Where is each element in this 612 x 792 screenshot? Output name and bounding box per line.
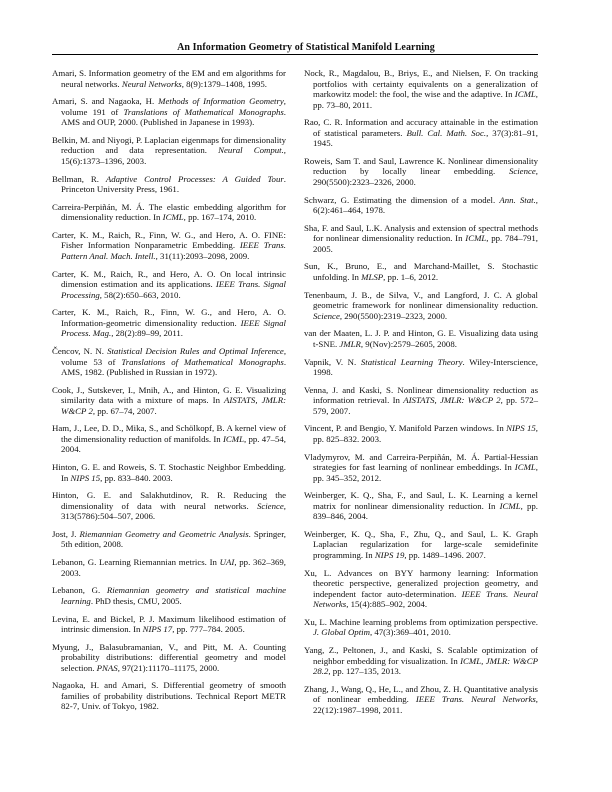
reference-entry: Carter, K. M., Raich, R., and Hero, A. O. On local intrinsic dimension estimation and its applications. IEEE Trans. Signal Processing, 58(2):650–663, 2010. bbox=[52, 268, 286, 300]
reference-entry: Vladymyrov, M. and Carreira-Perpiñán, M. Á. Partial-Hessian strategies for fast learning of nonlinear embeddings. In ICML, pp. 345–352, 2012. bbox=[304, 451, 538, 483]
reference-entry: Amari, S. and Nagaoka, H. Methods of Information Geometry, volume 191 of Translations of Mathematical Monographs. AMS and OUP, 2000. (Published in Japanese in 1993). bbox=[52, 96, 286, 128]
reference-entry: Carter, K. M., Raich, R., Finn, W. G., and Hero, A. O. FINE: Fisher Information Nonparametric Embedding. IEEE Trans. Pattern Anal. Mach. Intell., 31(11):2093–2098, 2009. bbox=[52, 229, 286, 261]
reference-entry: Čencov, N. N. Statistical Decision Rules and Optimal Inference, volume 53 of Translations of Mathematical Monographs. AMS, 1982. (Published in Russian in 1972). bbox=[52, 346, 287, 377]
reference-entry: Carter, K. M., Raich, R., Finn, W. G., and Hero, A. O. Information-geometric dimensionality reduction. IEEE Signal Process. Mag., 28(2):89–99, 2011. bbox=[52, 307, 287, 339]
reference-entry: Nock, R., Magdalou, B., Briys, E., and Nielsen, F. On tracking portfolios with certainty equivalents on a generalization of markowitz model: the fool, the wise and the adaptive. In ICML, pp. 73–80, 2011. bbox=[304, 68, 538, 110]
reference-entry: Rao, C. R. Information and accuracy attainable in the estimation of statistical parameters. Bull. Cal. Math. Soc., 37(3):81–91, 1945. bbox=[304, 117, 538, 149]
reference-entry: Myung, J., Balasubramanian, V., and Pitt, M. A. Counting probability distributions: differential geometry and model selection. PNAS, 97(21):11170–11175, 2000. bbox=[52, 641, 286, 673]
references-column-right bbox=[304, 68, 538, 722]
reference-entry: Roweis, Sam T. and Saul, Lawrence K. Nonlinear dimensionality reduction by locally linear embedding. Science, 290(5500):2323–2326, 2000. bbox=[304, 155, 538, 187]
references-column-left bbox=[52, 68, 286, 722]
reference-entry: Vapnik, V. N. Statistical Learning Theory. Wiley-Interscience, 1998. bbox=[304, 356, 538, 377]
reference-entry: Xu, L. Advances on BYY harmony learning: Information theoretic perspective, generalized projection geometry, and independent factor auto-determination. IEEE Trans. Neural Networks, 15(4):885–902, 2004. bbox=[304, 567, 538, 610]
reference-entry: Nagaoka, H. and Amari, S. Differential geometry of smooth families of probability distributions. Technical Report METR 82-7, Univ. of Tokyo, 1982. bbox=[52, 680, 286, 712]
reference-entry: Ham, J., Lee, D. D., Mika, S., and Schölkopf, B. A kernel view of the dimensionality reduction of manifolds. In ICML, pp. 47–54, 2004. bbox=[52, 423, 286, 455]
reference-entry: Hinton, G. E. and Salakhutdinov, R. R. Reducing the dimensionality of data with neural networks. Science, 313(5786):504–507, 2006. bbox=[52, 490, 286, 522]
reference-entry: Hinton, G. E. and Roweis, S. T. Stochastic Neighbor Embedding. In NIPS 15, pp. 833–840. 2003. bbox=[52, 462, 286, 483]
reference-entry: Schwarz, G. Estimating the dimension of a model. Ann. Stat., 6(2):461–464, 1978. bbox=[304, 194, 538, 216]
reference-entry: Tenenbaum, J. B., de Silva, V., and Langford, J. C. A global geometric framework for nonlinear dimensionality reduction. Science, 290(5500):2319–2323, 2000. bbox=[304, 289, 538, 321]
reference-entry: Lebanon, G. Riemannian geometry and statistical machine learning. PhD thesis, CMU, 2005. bbox=[52, 585, 286, 606]
reference-entry: Weinberger, K. Q., Sha, F., Zhu, Q., and Saul, L. K. Graph Laplacian regularization for large-scale semidefinite programming. In NIPS 19, pp. 1489–1496. 2007. bbox=[304, 528, 538, 560]
references-section bbox=[52, 68, 538, 722]
reference-entry: Jost, J. Riemannian Geometry and Geometric Analysis. Springer, 5th edition, 2008. bbox=[52, 528, 286, 550]
reference-entry: Xu, L. Machine learning problems from optimization perspective. J. Global Optim, 47(3):369–401, 2010. bbox=[304, 616, 538, 638]
reference-entry: Venna, J. and Kaski, S. Nonlinear dimensionality reduction as information retrieval. In AISTATS, JMLR: W&CP 2, pp. 572–579, 2007. bbox=[304, 384, 538, 416]
running-title: An Information Geometry of Statistical Manifold Learning bbox=[177, 42, 435, 53]
reference-entry: Yang, Z., Peltonen, J., and Kaski, S. Scalable optimization of neighbor embedding for visualization. In ICML, JMLR: W&CP 28.2, pp. 127–135, 2013. bbox=[304, 645, 538, 676]
reference-entry: van der Maaten, L. J. P. and Hinton, G. E. Visualizing data using t-SNE. JMLR, 9(Nov):2579–2605, 2008. bbox=[304, 328, 538, 349]
reference-entry: Lebanon, G. Learning Riemannian metrics. In UAI, pp. 362–369, 2003. bbox=[52, 557, 286, 578]
reference-entry: Levina, E. and Bickel, P. J. Maximum likelihood estimation of intrinsic dimension. In NIPS 17, pp. 777–784. 2005. bbox=[52, 613, 286, 634]
reference-entry: Cook, J., Sutskever, I., Mnih, A., and Hinton, G. E. Visualizing similarity data with a mixture of maps. In AISTATS, JMLR: W&CP 2, pp. 67–74, 2007. bbox=[52, 384, 286, 416]
reference-entry: Vincent, P. and Bengio, Y. Manifold Parzen windows. In NIPS 15, pp. 825–832. 2003. bbox=[304, 423, 538, 444]
reference-entry: Carreira-Perpiñán, M. Á. The elastic embedding algorithm for dimensionality reduction. In ICML, pp. 167–174, 2010. bbox=[52, 201, 286, 223]
reference-entry: Sha, F. and Saul, L.K. Analysis and extension of spectral methods for nonlinear dimensionality reduction. In ICML, pp. 784–791, 2005. bbox=[304, 222, 538, 254]
reference-entry: Amari, S. Information geometry of the EM and em algorithms for neural networks. Neural Networks, 8(9):1379–1408, 1995. bbox=[52, 68, 286, 89]
reference-entry: Bellman, R. Adaptive Control Processes: A Guided Tour. Princeton University Press, 1961. bbox=[52, 173, 286, 195]
reference-entry: Weinberger, K. Q., Sha, F., and Saul, L. K. Learning a kernel matrix for nonlinear dimensionality reduction. In ICML, pp. 839–846, 2004. bbox=[304, 490, 538, 522]
reference-entry: Belkin, M. and Niyogi, P. Laplacian eigenmaps for dimensionality reduction and data representation. Neural Comput., 15(6):1373–1396, 2003. bbox=[52, 134, 286, 166]
reference-entry: Zhang, J., Wang, Q., He, L., and Zhou, Z. H. Quantitative analysis of nonlinear embedding. IEEE Trans. Neural Networks, 22(12):1987–1998, 2011. bbox=[304, 683, 538, 715]
reference-entry: Sun, K., Bruno, E., and Marchand-Maillet, S. Stochastic unfolding. In MLSP, pp. 1–6, 2012. bbox=[304, 261, 538, 282]
header-rule bbox=[52, 54, 538, 55]
